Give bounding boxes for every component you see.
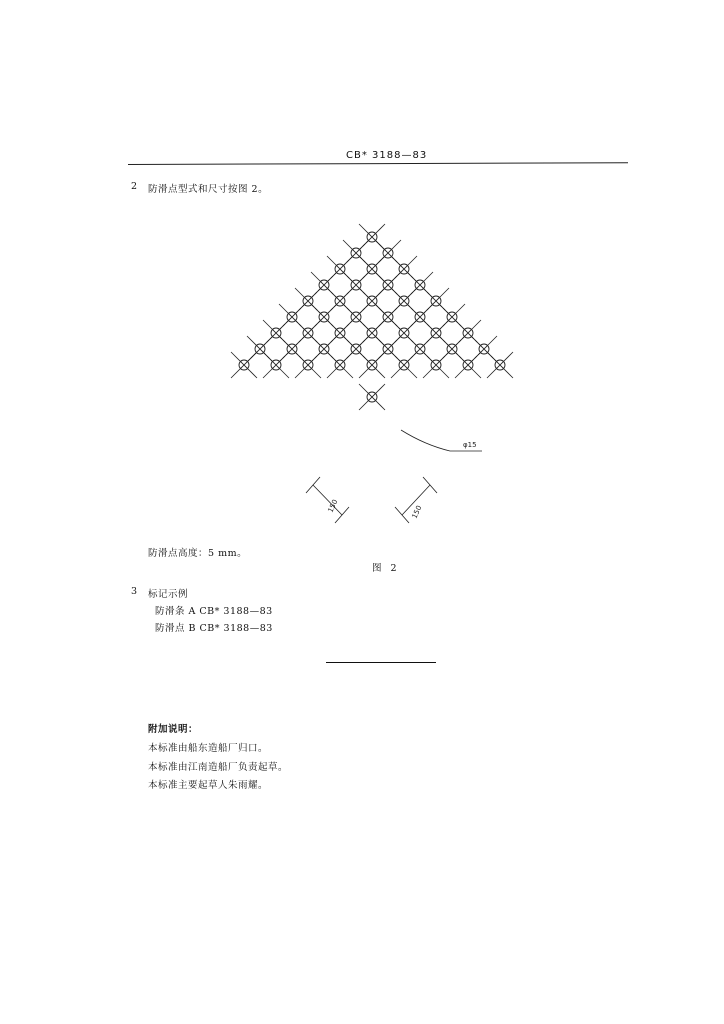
left-dimension-label: 150	[326, 498, 340, 514]
header-rule	[128, 162, 628, 165]
notes-line-3: 本标准主要起草人朱雨耀。	[148, 780, 269, 791]
standard-code: CB* 3188—83	[346, 150, 428, 161]
right-dimension-label: 150	[410, 504, 424, 520]
anti-slip-dot-diagram	[220, 215, 520, 535]
notes-line-2: 本标准由江南造船厂负责起草。	[148, 762, 289, 773]
grid-lines	[231, 224, 513, 410]
anti-slip-dots	[239, 232, 505, 402]
section-3-number: 3	[131, 586, 138, 597]
notes-title: 附加说明：	[148, 724, 199, 735]
section-2-number: 2	[131, 181, 138, 192]
end-rule	[326, 662, 436, 663]
marking-example-2: 防滑点 B CB* 3188—83	[155, 623, 273, 634]
marking-example-1: 防滑条 A CB* 3188—83	[155, 606, 273, 617]
section-3-title: 标记示例	[148, 589, 189, 600]
figure-caption: 图 2	[372, 563, 400, 574]
section-2-text: 防滑点型式和尺寸按图 2。	[148, 184, 269, 195]
notes-line-1: 本标准由船东造船厂归口。	[148, 743, 269, 754]
diameter-label: φ15	[463, 441, 477, 449]
height-note: 防滑点高度：5 mm。	[148, 548, 248, 559]
